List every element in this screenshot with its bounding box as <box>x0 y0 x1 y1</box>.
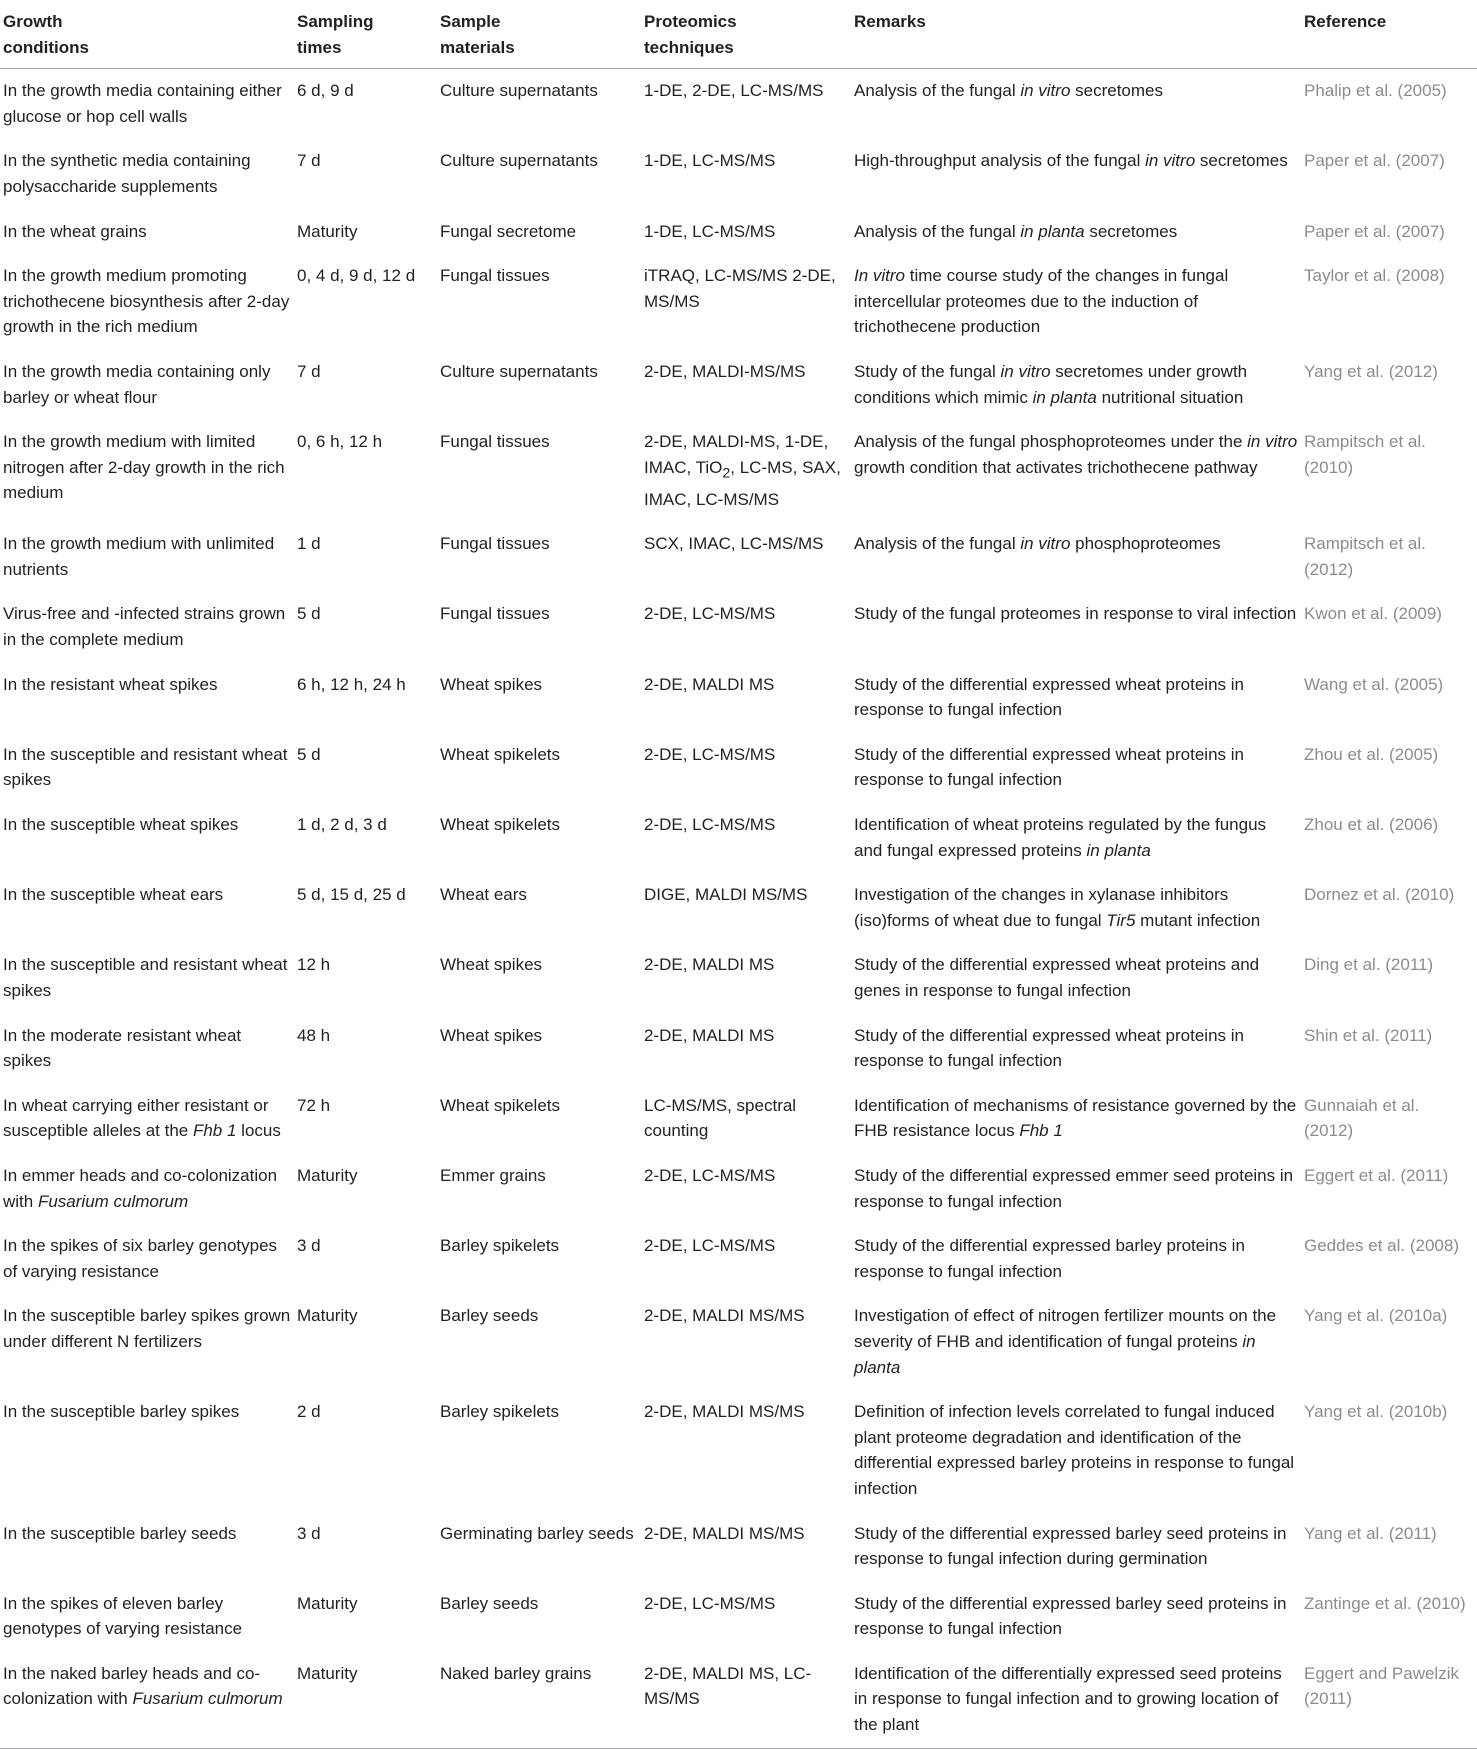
cell-reference: Yang et al. (2012) <box>1304 361 1438 381</box>
text-segment: Investigation of effect of nitrogen fertilizer mounts on the severity of FHB and identification of fungal proteins <box>854 1306 1277 1351</box>
cell-growth-conditions <box>0 873 297 943</box>
cell-remarks <box>854 1512 1304 1582</box>
cell-sampling-times: Maturity <box>297 1165 358 1185</box>
cell-sample-materials: Wheat spikelets <box>440 815 560 835</box>
cell-remarks <box>854 733 1304 803</box>
cell-growth-conditions <box>0 943 297 1013</box>
text-segment: In the susceptible wheat spikes <box>3 815 239 835</box>
italic-text: in vitro <box>1145 151 1196 171</box>
cell-growth-conditions <box>0 1294 297 1390</box>
cell-proteomics-techniques <box>644 873 854 943</box>
text-segment: time course study of the changes in fungal intercellular proteomes due to the induction of trichothecene production <box>854 266 1229 337</box>
text-segment: In the growth medium promoting trichothecene biosynthesis after 2-day growth in the rich medium <box>3 266 290 337</box>
text-segment: SCX, IMAC, LC-MS/MS <box>644 534 824 554</box>
text-segment: nutritional situation <box>1096 387 1244 407</box>
cell-reference: Dornez et al. (2010) <box>1304 885 1455 905</box>
cell-sampling-times: 2 d <box>297 1402 321 1422</box>
text-segment: In emmer heads and co-colonization with <box>3 1165 278 1211</box>
cell-remarks <box>854 69 1304 140</box>
cell-proteomics-techniques <box>644 1390 854 1511</box>
text-segment: 2-DE, LC-MS/MS <box>644 1165 776 1185</box>
proteomics-studies-table <box>0 2 1477 1749</box>
cell-sampling-times: Maturity <box>297 221 358 241</box>
cell-proteomics-techniques <box>644 1014 854 1084</box>
cell-growth-conditions <box>0 1224 297 1294</box>
table-row <box>0 1014 1477 1084</box>
table-row <box>0 803 1477 873</box>
cell-proteomics-techniques <box>644 420 854 522</box>
cell-sampling-times: Maturity <box>297 1306 358 1326</box>
cell-proteomics-techniques <box>644 210 854 255</box>
cell-growth-conditions <box>0 733 297 803</box>
cell-proteomics-techniques <box>644 522 854 592</box>
cell-sampling-times: 7 d <box>297 151 321 171</box>
cell-sampling-times: 48 h <box>297 1025 331 1045</box>
text-segment: 2-DE, LC-MS/MS <box>644 1236 776 1256</box>
cell-reference: Zhou et al. (2005) <box>1304 744 1439 764</box>
cell-sampling-times: 12 h <box>297 955 331 975</box>
italic-text: in planta <box>1032 387 1097 407</box>
cell-sampling-times: 1 d, 2 d, 3 d <box>297 815 387 835</box>
text-segment: Study of the differential expressed wheat proteins in response to fungal infection <box>854 744 1244 790</box>
text-segment: locus <box>236 1121 281 1141</box>
text-segment: growth condition that activates trichothecene pathway <box>854 457 1258 477</box>
table-row <box>0 1582 1477 1652</box>
cell-reference: Ding et al. (2011) <box>1304 955 1434 975</box>
table-row <box>0 1084 1477 1154</box>
text-segment: Identification of the differentially expressed seed proteins in response to fungal infection and to growing location of the plant <box>854 1663 1282 1735</box>
cell-reference: Yang et al. (2010b) <box>1304 1402 1448 1422</box>
cell-sampling-times: 5 d, 15 d, 25 d <box>297 885 406 905</box>
cell-growth-conditions <box>0 1512 297 1582</box>
cell-proteomics-techniques <box>644 663 854 733</box>
text-segment: , LC-MS, SAX, IMAC, LC-MS/MS <box>644 457 841 509</box>
cell-proteomics-techniques <box>644 254 854 350</box>
cell-remarks <box>854 1390 1304 1511</box>
text-segment: 2-DE, LC-MS/MS <box>644 604 776 624</box>
header-sampling-times: Sampling times <box>297 2 440 69</box>
table-row <box>0 1224 1477 1294</box>
header-sample-materials: Sample materials <box>440 2 644 69</box>
cell-reference: Rampitsch et al. (2010) <box>1304 432 1426 477</box>
cell-proteomics-techniques <box>644 1224 854 1294</box>
cell-reference: Paper et al. (2007) <box>1304 151 1445 171</box>
text-segment: 2-DE, MALDI-MS/MS <box>644 361 806 381</box>
text-segment: 2-DE, MALDI MS <box>644 1025 775 1045</box>
cell-reference: Shin et al. (2011) <box>1304 1025 1433 1045</box>
cell-remarks <box>854 873 1304 943</box>
text-segment: 2-DE, MALDI MS/MS <box>644 1402 805 1422</box>
table-row <box>0 592 1477 662</box>
cell-reference: Zantinge et al. (2010) <box>1304 1593 1466 1613</box>
text-segment: Study of the differential expressed emmer seed proteins in response to fungal infection <box>854 1165 1294 1211</box>
text-segment: In the susceptible barley seeds <box>3 1523 237 1543</box>
cell-proteomics-techniques <box>644 943 854 1013</box>
text-segment: phosphoproteomes <box>1070 534 1221 554</box>
text-segment: Study of the differential expressed barley proteins in response to fungal infection <box>854 1236 1245 1281</box>
cell-growth-conditions <box>0 210 297 255</box>
italic-text: Fhb 1 <box>192 1121 237 1141</box>
cell-growth-conditions <box>0 420 297 522</box>
text-segment: In the growth medium with limited nitrogen after 2-day growth in the rich medium <box>3 432 285 503</box>
cell-sample-materials: Fungal tissues <box>440 604 550 624</box>
table-row <box>0 663 1477 733</box>
table-body <box>0 69 1477 1748</box>
cell-reference: Rampitsch et al. (2012) <box>1304 534 1426 579</box>
cell-sampling-times: 0, 6 h, 12 h <box>297 432 383 452</box>
cell-sampling-times: 5 d <box>297 604 321 624</box>
cell-sampling-times: 6 d, 9 d <box>297 81 354 101</box>
table-row <box>0 522 1477 592</box>
cell-remarks <box>854 522 1304 592</box>
cell-proteomics-techniques <box>644 69 854 140</box>
text-segment: 1-DE, LC-MS/MS <box>644 151 776 171</box>
cell-growth-conditions <box>0 803 297 873</box>
cell-sample-materials: Wheat spikes <box>440 674 543 694</box>
text-segment: Investigation of the changes in xylanase inhibitors (iso)forms of wheat due to fungal <box>854 885 1229 930</box>
text-segment: mutant infection <box>1135 910 1261 930</box>
cell-growth-conditions <box>0 1014 297 1084</box>
italic-text: Fusarium culmorum <box>132 1689 283 1709</box>
cell-reference: Taylor et al. (2008) <box>1304 266 1445 286</box>
text-segment: 2-DE, MALDI MS <box>644 955 775 975</box>
cell-growth-conditions <box>0 139 297 209</box>
text-segment: In the moderate resistant wheat spikes <box>3 1025 242 1071</box>
text-segment: In wheat carrying either resistant or susceptible alleles at the <box>3 1095 269 1141</box>
cell-sample-materials: Wheat spikes <box>440 1025 543 1045</box>
italic-text: Tir5 <box>1106 910 1136 930</box>
cell-sampling-times: Maturity <box>297 1652 440 1748</box>
cell-sampling-times: 5 d <box>297 744 321 764</box>
cell-remarks <box>854 350 1304 420</box>
text-segment: 2-DE, MALDI-MS, 1-DE, IMAC, TiO <box>644 432 829 477</box>
table-row <box>0 254 1477 350</box>
cell-growth-conditions <box>0 350 297 420</box>
cell-sample-materials: Wheat spikes <box>440 955 543 975</box>
cell-growth-conditions <box>0 1154 297 1224</box>
cell-reference: Paper et al. (2007) <box>1304 221 1445 241</box>
text-segment: DIGE, MALDI MS/MS <box>644 885 808 905</box>
text-segment: In the susceptible barley spikes <box>3 1402 240 1422</box>
cell-reference: Wang et al. (2005) <box>1304 674 1444 694</box>
italic-text: in vitro <box>1020 534 1071 554</box>
cell-remarks <box>854 1224 1304 1294</box>
text-segment: In the naked barley heads and co-colonization with <box>3 1663 261 1709</box>
text-segment: In the susceptible and resistant wheat spikes <box>3 744 288 790</box>
text-segment: High-throughput analysis of the fungal <box>854 151 1146 171</box>
cell-reference: Kwon et al. (2009) <box>1304 604 1442 624</box>
header-row <box>0 2 1477 69</box>
cell-sample-materials: Culture supernatants <box>440 151 598 171</box>
italic-text: in planta <box>1020 221 1085 241</box>
cell-growth-conditions <box>0 592 297 662</box>
cell-remarks <box>854 663 1304 733</box>
cell-sample-materials: Fungal tissues <box>440 534 550 554</box>
cell-proteomics-techniques <box>644 350 854 420</box>
text-segment: secretomes <box>1084 221 1178 241</box>
text-segment: In the wheat grains <box>3 221 147 241</box>
cell-remarks <box>854 1084 1304 1154</box>
table-row <box>0 1652 1477 1748</box>
table-row <box>0 210 1477 255</box>
text-segment: In the growth media containing either glucose or hop cell walls <box>3 81 282 126</box>
text-segment: 1-DE, 2-DE, LC-MS/MS <box>644 81 824 101</box>
text-segment: In the spikes of eleven barley genotypes of varying resistance <box>3 1593 243 1639</box>
cell-proteomics-techniques <box>644 1512 854 1582</box>
header-proteomics-techniques: Proteomics techniques <box>644 2 854 69</box>
table-row <box>0 1390 1477 1511</box>
cell-proteomics-techniques <box>644 1154 854 1224</box>
text-segment: 2-DE, LC-MS/MS <box>644 815 776 835</box>
cell-growth-conditions <box>0 254 297 350</box>
italic-text: in planta <box>854 1331 1256 1377</box>
cell-proteomics-techniques <box>644 1294 854 1390</box>
cell-remarks <box>854 254 1304 350</box>
cell-sample-materials: Barley spikelets <box>440 1236 560 1256</box>
text-segment: In the susceptible barley spikes grown under different N fertilizers <box>3 1306 291 1351</box>
text-segment: 2-DE, LC-MS/MS <box>644 1593 776 1613</box>
cell-reference: Eggert et al. (2011) <box>1304 1165 1449 1185</box>
table-row <box>0 350 1477 420</box>
text-segment: In the spikes of six barley genotypes of varying resistance <box>3 1236 278 1281</box>
table-row <box>0 69 1477 140</box>
text-segment: Study of the fungal <box>854 361 1001 381</box>
cell-proteomics-techniques <box>644 1652 854 1748</box>
cell-sample-materials: Culture supernatants <box>440 81 598 101</box>
table-row <box>0 1512 1477 1582</box>
table-row <box>0 943 1477 1013</box>
cell-growth-conditions <box>0 69 297 140</box>
text-segment: Identification of mechanisms of resistance governed by the FHB resistance locus <box>854 1095 1297 1141</box>
cell-remarks <box>854 1154 1304 1224</box>
header-growth-conditions: Growth conditions <box>0 2 297 69</box>
cell-reference: Phalip et al. (2005) <box>1304 81 1447 101</box>
cell-sampling-times: Maturity <box>297 1593 358 1613</box>
header-reference: Reference <box>1304 2 1477 69</box>
cell-sample-materials: Barley seeds <box>440 1306 539 1326</box>
cell-reference: Zhou et al. (2006) <box>1304 815 1439 835</box>
text-segment: Study of the fungal proteomes in response to viral infection <box>854 604 1297 624</box>
text-segment: Study of the differential expressed wheat proteins and genes in response to fungal infection <box>854 955 1260 1001</box>
text-segment: In the susceptible and resistant wheat spikes <box>3 955 288 1001</box>
cell-remarks <box>854 943 1304 1013</box>
text-segment: Definition of infection levels correlated to fungal induced plant proteome degradation and identification of the differential expressed barley proteins in response to fungal infection <box>854 1402 1295 1498</box>
cell-remarks <box>854 592 1304 662</box>
text-segment: secretomes <box>1070 81 1163 101</box>
cell-reference: Gunnaiah et al. (2012) <box>1304 1095 1420 1141</box>
cell-remarks <box>854 1294 1304 1390</box>
subscript-text: 2 <box>722 465 731 482</box>
text-segment: Analysis of the fungal phosphoproteomes under the <box>854 432 1248 452</box>
text-segment: Analysis of the fungal <box>854 221 1021 241</box>
table-row <box>0 420 1477 522</box>
table-row <box>0 139 1477 209</box>
text-segment: Identification of wheat proteins regulated by the fungus and fungal expressed proteins <box>854 815 1267 860</box>
text-segment: Study of the differential expressed barley seed proteins in response to fungal infection <box>854 1593 1287 1639</box>
cell-sampling-times: 0, 4 d, 9 d, 12 d <box>297 266 416 286</box>
text-segment: Analysis of the fungal <box>854 534 1021 554</box>
cell-sampling-times: 3 d <box>297 1236 321 1256</box>
table-row <box>0 873 1477 943</box>
cell-sampling-times: 1 d <box>297 534 321 554</box>
text-segment: LC-MS/MS, spectral counting <box>644 1095 797 1141</box>
text-segment: In the resistant wheat spikes <box>3 674 218 694</box>
cell-proteomics-techniques <box>644 1084 854 1154</box>
cell-remarks <box>854 420 1304 522</box>
text-segment: Virus-free and -infected strains grown in the complete medium <box>3 604 286 650</box>
cell-growth-conditions <box>0 1390 297 1511</box>
italic-text: in vitro <box>1020 81 1071 101</box>
text-segment: secretomes under growth conditions which mimic <box>854 361 1248 407</box>
cell-remarks <box>854 1582 1304 1652</box>
text-segment: 2-DE, MALDI MS <box>644 674 775 694</box>
cell-sample-materials: Culture supernatants <box>440 361 598 381</box>
cell-proteomics-techniques <box>644 139 854 209</box>
text-segment: 2-DE, MALDI MS, LC-MS/MS <box>644 1663 812 1709</box>
cell-sample-materials: Barley spikelets <box>440 1402 560 1422</box>
cell-sample-materials: Germinating barley seeds <box>440 1523 634 1543</box>
cell-sample-materials: Fungal secretome <box>440 221 577 241</box>
cell-growth-conditions <box>0 1084 297 1154</box>
cell-sample-materials: Naked barley grains <box>440 1652 644 1748</box>
text-segment: 2-DE, LC-MS/MS <box>644 744 776 764</box>
cell-sample-materials: Wheat spikelets <box>440 744 560 764</box>
italic-text: Fusarium culmorum <box>37 1191 189 1211</box>
table-row <box>0 1154 1477 1224</box>
text-segment: In the synthetic media containing polysaccharide supplements <box>3 151 251 196</box>
text-segment: 2-DE, MALDI MS/MS <box>644 1523 805 1543</box>
cell-sampling-times: 7 d <box>297 361 321 381</box>
cell-reference: Yang et al. (2010a) <box>1304 1306 1448 1326</box>
table-row <box>0 1294 1477 1390</box>
cell-sample-materials: Emmer grains <box>440 1165 546 1185</box>
text-segment: In the susceptible wheat ears <box>3 885 224 905</box>
cell-sampling-times: 6 h, 12 h, 24 h <box>297 674 406 694</box>
text-segment: In the growth medium with unlimited nutrients <box>3 534 275 579</box>
cell-reference: Yang et al. (2011) <box>1304 1523 1437 1543</box>
italic-text: in planta <box>1086 840 1151 860</box>
text-segment: 1-DE, LC-MS/MS <box>644 221 776 241</box>
cell-sample-materials: Fungal tissues <box>440 266 550 286</box>
text-segment: secretomes <box>1195 151 1288 171</box>
text-segment: Analysis of the fungal <box>854 81 1021 101</box>
cell-remarks <box>854 1014 1304 1084</box>
cell-sampling-times: 3 d <box>297 1523 321 1543</box>
cell-proteomics-techniques <box>644 803 854 873</box>
text-segment: Study of the differential expressed wheat proteins in response to fungal infection <box>854 674 1244 720</box>
cell-sample-materials: Barley seeds <box>440 1593 539 1613</box>
cell-sample-materials: Wheat ears <box>440 885 527 905</box>
cell-sampling-times: 72 h <box>297 1095 331 1115</box>
italic-text: in vitro <box>1247 432 1298 452</box>
cell-proteomics-techniques <box>644 592 854 662</box>
cell-sample-materials: Fungal tissues <box>440 432 550 452</box>
table-row <box>0 733 1477 803</box>
cell-sample-materials: Wheat spikelets <box>440 1095 560 1115</box>
italic-text: in vitro <box>1000 361 1051 381</box>
text-segment: iTRAQ, LC-MS/MS 2-DE, MS/MS <box>644 266 836 311</box>
cell-proteomics-techniques <box>644 733 854 803</box>
text-segment: Study of the differential expressed barley seed proteins in response to fungal infection during germination <box>854 1523 1287 1569</box>
text-segment: In the growth media containing only barley or wheat flour <box>3 361 271 407</box>
cell-remarks <box>854 1652 1304 1748</box>
cell-remarks <box>854 139 1304 209</box>
cell-growth-conditions <box>0 1582 297 1652</box>
italic-text: Fhb 1 <box>1019 1121 1063 1141</box>
cell-reference: Geddes et al. (2008) <box>1304 1236 1459 1256</box>
cell-growth-conditions <box>0 522 297 592</box>
cell-proteomics-techniques <box>644 1582 854 1652</box>
cell-reference: Eggert and Pawelzik (2011) <box>1304 1652 1477 1748</box>
cell-remarks <box>854 803 1304 873</box>
text-segment: 2-DE, MALDI MS/MS <box>644 1306 805 1326</box>
header-remarks: Remarks <box>854 2 1304 69</box>
cell-remarks <box>854 210 1304 255</box>
cell-growth-conditions <box>0 1652 297 1748</box>
cell-growth-conditions <box>0 663 297 733</box>
text-segment: Study of the differential expressed wheat proteins in response to fungal infection <box>854 1025 1244 1071</box>
italic-text: In vitro <box>854 266 906 286</box>
